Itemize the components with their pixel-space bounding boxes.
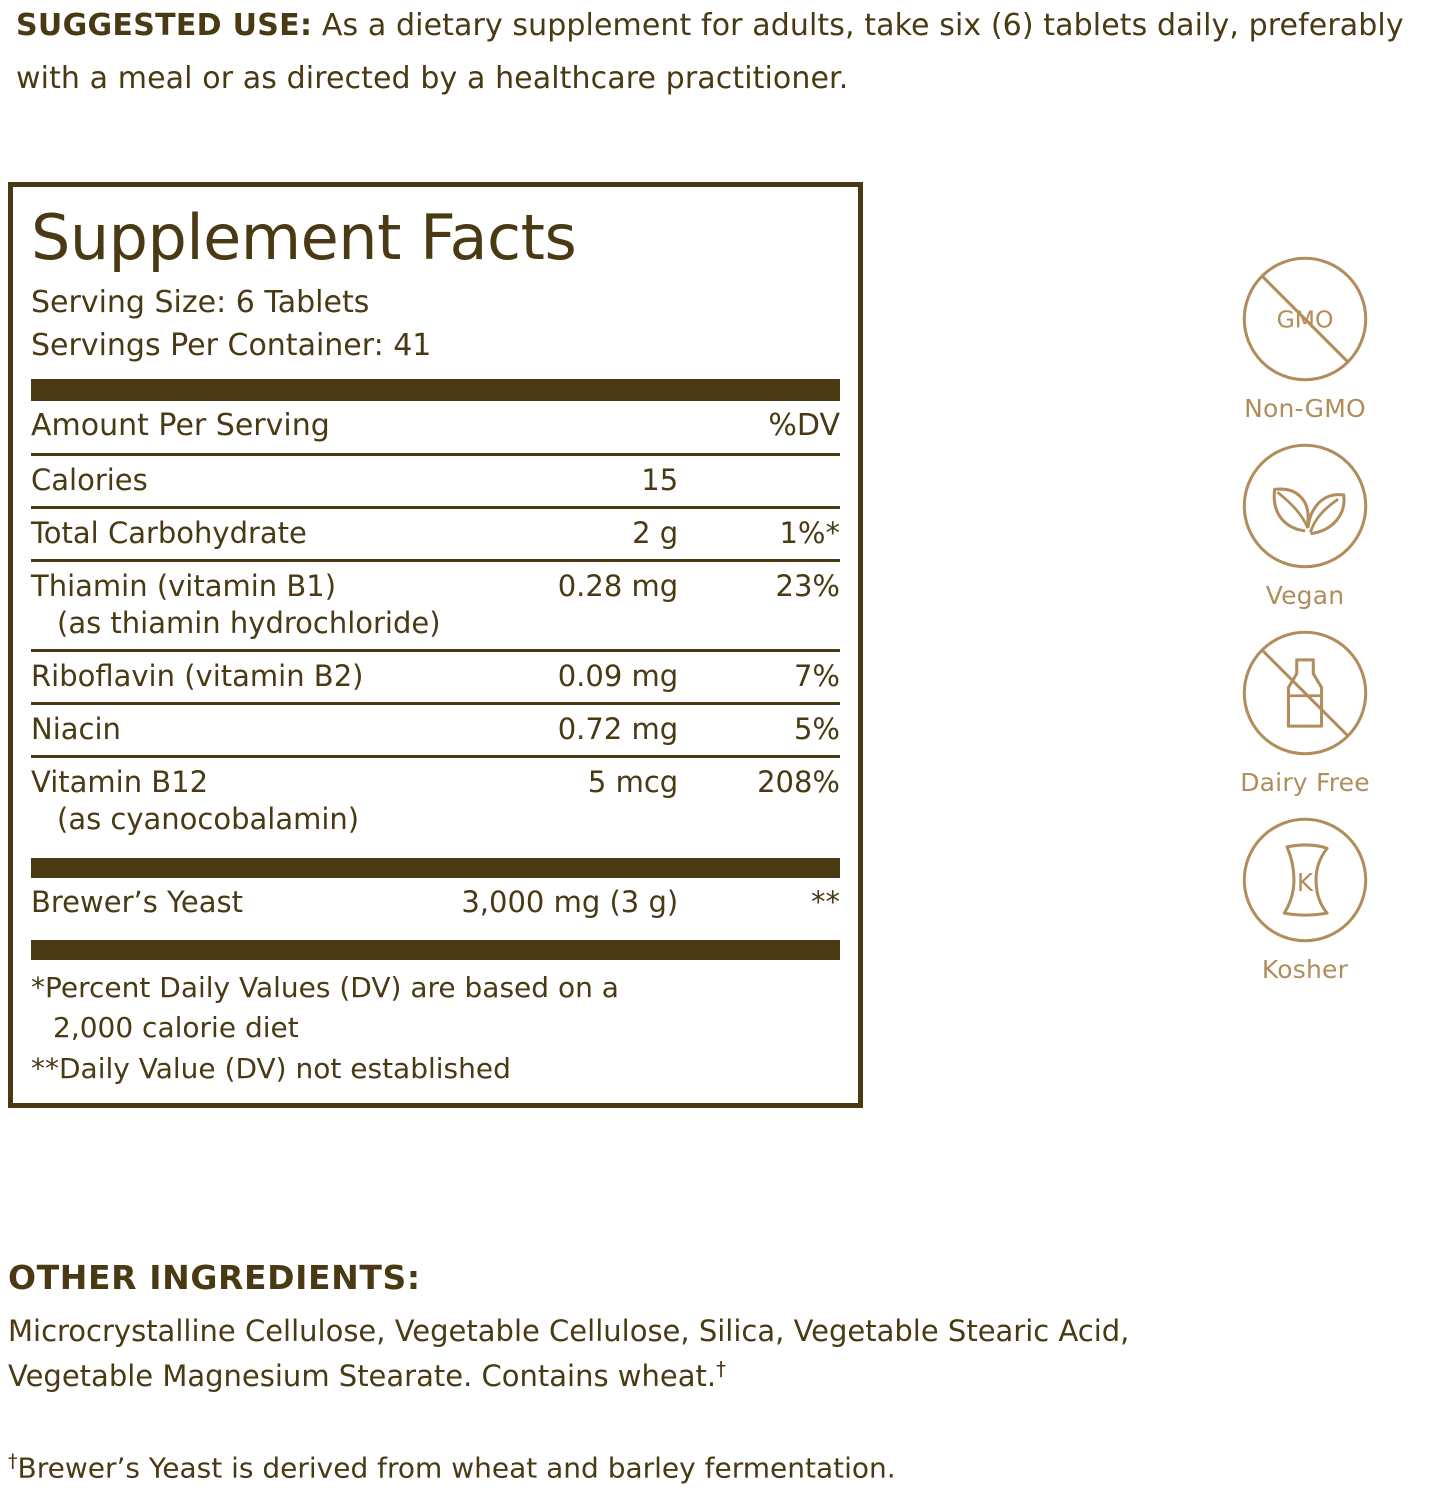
ingredient-amount: 3,000 mg (3 g) <box>461 884 679 919</box>
suggested-use-text: As a dietary supplement for adults, take six (6) tablets daily, preferably with a meal or as directed by a healthcare practitioner. <box>16 8 1404 96</box>
divider-thick-bottom <box>31 940 840 960</box>
badge-kosher <box>1236 811 1374 984</box>
table-row <box>31 878 840 928</box>
kosher-icon <box>1236 811 1374 949</box>
nutrient-name: Riboflavin (vitamin B2) <box>31 651 452 704</box>
proprietary-table <box>31 878 840 928</box>
nutrient-amount: 15 <box>452 454 679 507</box>
suggested-use-label: SUGGESTED USE: <box>16 8 313 43</box>
nutrient-name: Thiamin (vitamin B1) <box>31 568 337 603</box>
other-ingredients-text: Microcrystalline Cellulose, Vegetable Cellulose, Silica, Vegetable Stearic Acid, Vegetable Magnesium Stearate. Contains wheat. <box>8 1314 1130 1393</box>
other-ingredients-section <box>8 1258 1188 1399</box>
dagger-footnote <box>8 1448 896 1488</box>
dv-header: %DV <box>678 401 840 454</box>
nutrient-dv: 7% <box>678 651 840 704</box>
nutrient-subname: (as cyanocobalamin) <box>57 802 360 837</box>
ingredient-name: Brewer’s Yeast <box>31 884 244 919</box>
amount-per-serving-header: Amount Per Serving <box>31 401 452 454</box>
supplement-facts-title: Supplement Facts <box>31 201 577 274</box>
serving-size: Serving Size: 6 Tablets <box>31 285 370 321</box>
servings-per-container: Servings Per Container: 41 <box>31 327 432 363</box>
nutrient-name: Vitamin B12 <box>31 765 209 800</box>
supplement-facts-box <box>8 182 863 1108</box>
nutrient-amount: 2 g <box>452 507 679 560</box>
table-row <box>31 454 840 507</box>
non-gmo-icon <box>1236 250 1374 388</box>
dagger-footnote-text: Brewer’s Yeast is derived from wheat and barley fermentation. <box>17 1451 896 1485</box>
nutrient-name-group <box>31 560 452 650</box>
nutrient-dv <box>678 454 840 507</box>
badge-non-gmo <box>1236 250 1374 423</box>
badge-label: Vegan <box>1265 581 1345 610</box>
vegan-leaf-icon <box>1236 437 1374 575</box>
table-row <box>31 560 840 650</box>
nutrition-table <box>31 401 840 845</box>
nutrient-amount: 0.09 mg <box>452 651 679 704</box>
footnotes <box>31 960 840 1090</box>
nutrient-name: Total Carbohydrate <box>31 507 452 560</box>
divider-thick-top <box>31 379 840 401</box>
footnote-line-1: *Percent Daily Values (DV) are based on a <box>31 970 619 1004</box>
table-header-row <box>31 401 840 454</box>
nutrient-dv: 208% <box>757 765 840 800</box>
certification-badges <box>1195 250 1415 998</box>
footnote-line-3: **Daily Value (DV) not established <box>31 1051 511 1085</box>
nutrient-amount: 0.72 mg <box>452 704 679 757</box>
badge-label: Kosher <box>1261 955 1349 984</box>
divider-thick-middle <box>31 858 840 878</box>
nutrient-name: Calories <box>31 454 452 507</box>
badge-label: Non-GMO <box>1244 394 1366 423</box>
nutrient-dv: 5% <box>678 704 840 757</box>
badge-dairy-free <box>1236 624 1374 797</box>
badge-label: Dairy Free <box>1240 768 1370 797</box>
other-ingredients-title: OTHER INGREDIENTS: <box>8 1258 421 1297</box>
nutrient-amount: 5 mcg <box>587 765 679 800</box>
dagger-symbol: † <box>8 1450 18 1472</box>
supplement-facts-panel <box>8 182 863 1108</box>
ingredient-dv: ** <box>811 884 840 919</box>
nutrient-subname: (as thiamin hydrochloride) <box>57 606 441 640</box>
badge-vegan <box>1236 437 1374 610</box>
nutrient-dv: 1%* <box>678 507 840 560</box>
dairy-free-icon <box>1236 624 1374 762</box>
non-gmo-icon-text: GMO <box>1276 305 1334 334</box>
dagger-marker: † <box>716 1357 726 1381</box>
footnote-line-2: 2,000 calorie diet <box>53 1011 299 1045</box>
nutrient-dv: 23% <box>678 560 840 650</box>
nutrient-amount: 0.28 mg <box>452 560 679 650</box>
table-row <box>31 507 840 560</box>
table-row <box>31 651 840 704</box>
header-spacer <box>452 401 679 454</box>
table-row <box>31 704 840 757</box>
other-ingredients-body <box>8 1309 1188 1399</box>
nutrient-name-group <box>31 757 452 846</box>
suggested-use-paragraph <box>10 0 1429 105</box>
kosher-icon-letter: K <box>1296 868 1314 898</box>
table-row <box>31 757 840 846</box>
nutrient-name: Niacin <box>31 704 452 757</box>
